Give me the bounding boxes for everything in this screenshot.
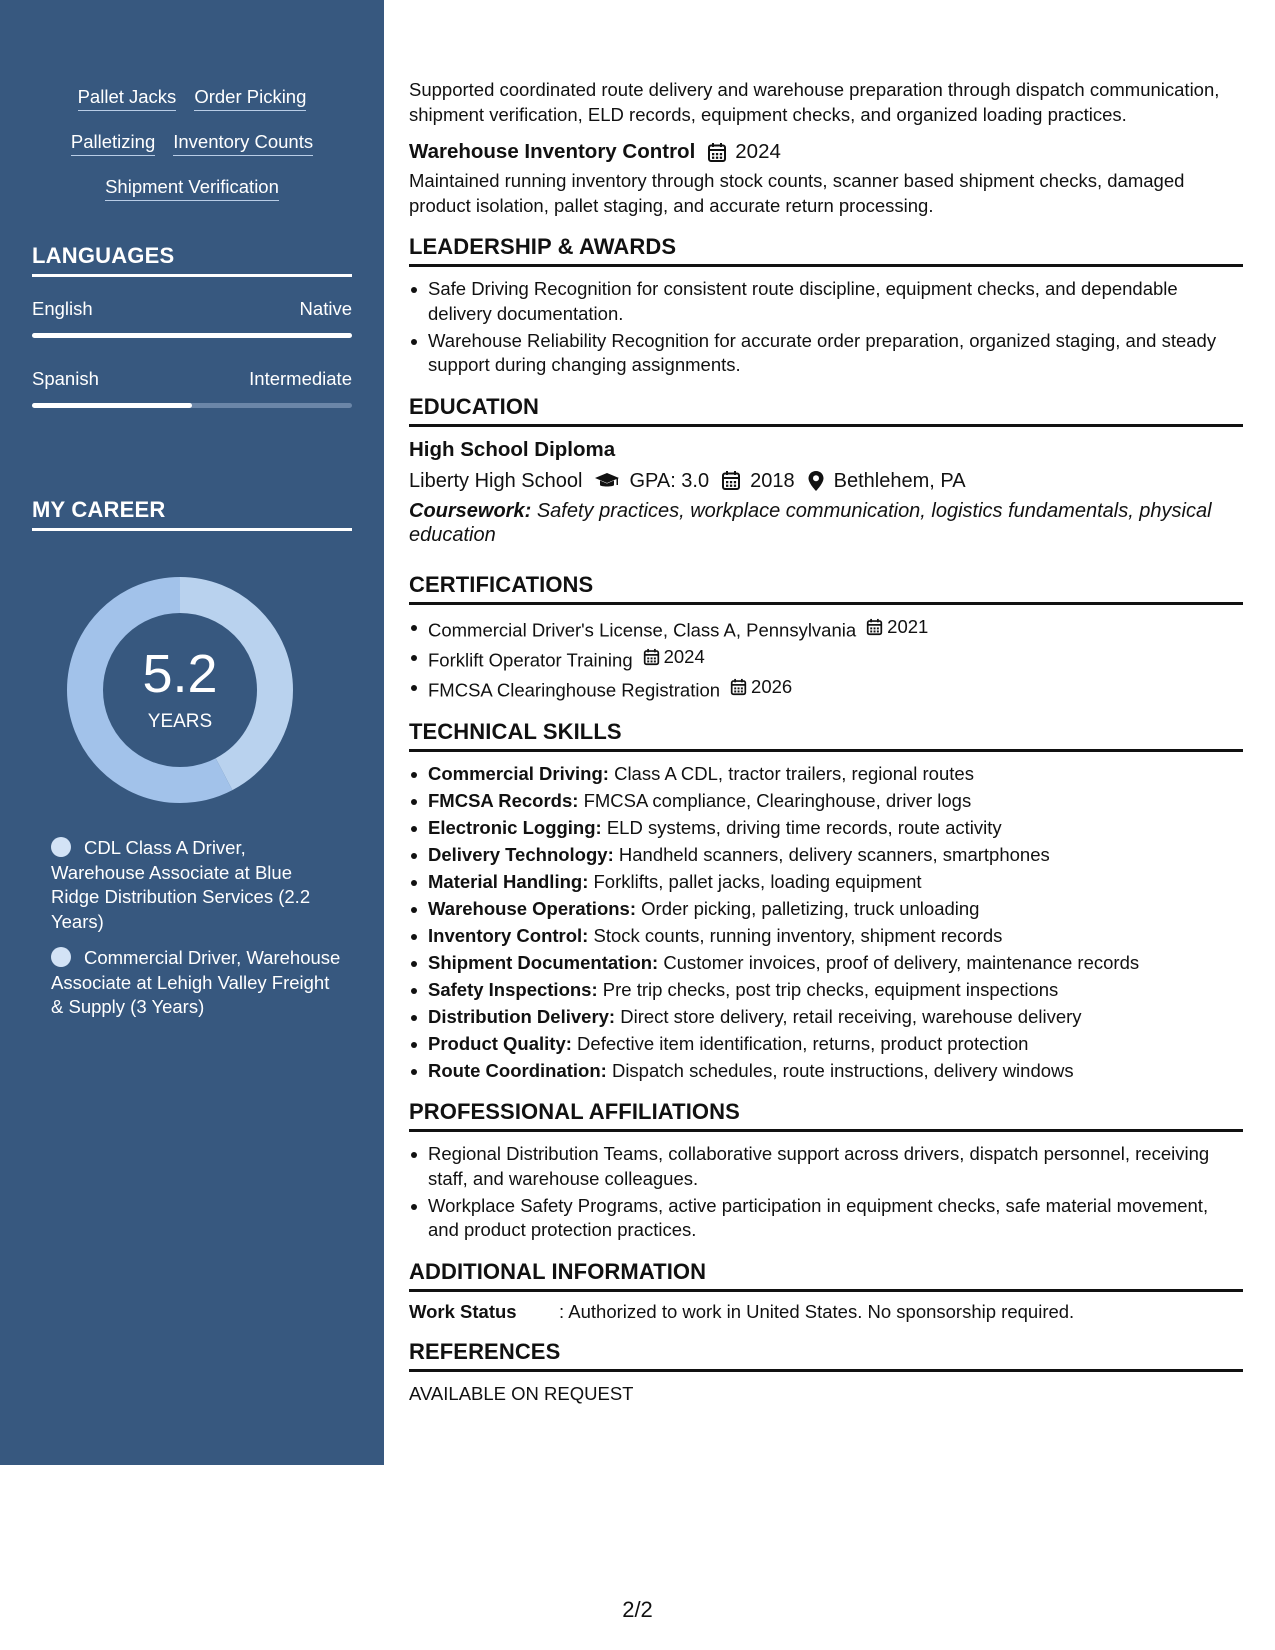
calendar-icon	[707, 142, 727, 163]
list-item	[409, 1032, 1243, 1057]
skill-tag: Inventory Counts	[173, 131, 313, 156]
language-bar-fill	[32, 403, 192, 408]
cert-year: 2026	[751, 676, 793, 697]
skill-value: Forklifts, pallet jacks, loading equipment	[593, 870, 922, 892]
cert-name: Forklift Operator Training	[428, 649, 633, 670]
skill-label: Route Coordination:	[428, 1059, 607, 1081]
list-item	[409, 870, 1243, 895]
skill-label: Shipment Documentation:	[428, 951, 659, 973]
language-bar	[32, 403, 352, 408]
main-content	[409, 78, 1243, 1406]
entry-title-text: Warehouse Inventory Control	[409, 140, 696, 163]
degree: High School Diploma	[409, 437, 616, 461]
skill-row	[0, 131, 384, 176]
skill-label: Delivery Technology:	[428, 843, 614, 865]
skill-value: Order picking, palletizing, truck unloading	[641, 897, 980, 919]
skill-label: Safety Inspections:	[428, 978, 598, 1000]
list-item	[409, 924, 1243, 949]
list-item	[409, 645, 1243, 673]
skill-label: Commercial Driving:	[428, 762, 609, 784]
career-total: 5.2	[142, 644, 218, 704]
experience-description: Supported coordinated route delivery and warehouse preparation through dispatch communication, shipment verification, ELD records, equipment checks, and organized loading practices.	[409, 79, 1220, 125]
language-level: Intermediate	[249, 368, 352, 389]
entry-date	[707, 139, 781, 165]
bullet-dot-icon	[51, 947, 71, 967]
cert-name: FMCSA Clearinghouse Registration	[428, 679, 721, 701]
list-item	[409, 951, 1243, 976]
skill-label: Product Quality:	[428, 1032, 572, 1054]
skill-label: Inventory Control:	[428, 924, 589, 946]
coursework	[409, 499, 1243, 548]
language-name: Spanish	[32, 368, 99, 389]
skill-value: Defective item identification, returns, product protection	[577, 1032, 1029, 1054]
language-level: Native	[299, 298, 352, 319]
section-heading: LEADERSHIP & AWARDS	[409, 234, 1243, 267]
education-year: 2018	[750, 469, 795, 492]
language-english	[32, 298, 352, 338]
skill-value: Direct store delivery, retail receiving, warehouse delivery	[620, 1005, 1082, 1027]
technical-skills-section	[409, 719, 1243, 1084]
calendar-icon	[721, 470, 741, 491]
skill-tag: Palletizing	[71, 131, 155, 156]
language-name: English	[32, 298, 93, 319]
skill-label: Electronic Logging:	[428, 816, 602, 838]
language-bar	[32, 333, 352, 338]
skill-value: ELD systems, driving time records, route activity	[606, 816, 1002, 838]
skill-label: FMCSA Records:	[428, 789, 579, 811]
bullet-dot-icon	[51, 837, 71, 857]
certifications-section	[409, 572, 1243, 703]
section-heading: REFERENCES	[409, 1339, 1243, 1372]
skill-row	[0, 176, 384, 221]
location: Bethlehem, PA	[833, 469, 966, 492]
cert-name: Commercial Driver's License, Class A, Pennsylvania	[428, 618, 857, 640]
section-heading: ADDITIONAL INFORMATION	[409, 1259, 1243, 1292]
entry-description: Maintained running inventory through stock counts, scanner based shipment checks, damaged product isolation, pallet staging, and accurate return processing.	[409, 170, 1185, 216]
page-number: 2/2	[622, 1597, 653, 1622]
references-text: AVAILABLE ON REQUEST	[409, 1382, 634, 1404]
skill-value: Pre trip checks, post trip checks, equipment inspections	[602, 978, 1059, 1000]
career-item	[51, 836, 341, 934]
list-item: Safe Driving Recognition for consistent route discipline, equipment checks, and dependable delivery documentation.	[409, 277, 1243, 326]
entry-title	[409, 139, 1243, 165]
career-item-text: CDL Class A Driver, Warehouse Associate at Blue Ridge Distribution Services (2.2 Years)	[51, 837, 311, 932]
skill-value: Customer invoices, proof of delivery, maintenance records	[663, 951, 1140, 973]
skill-value: FMCSA compliance, Clearinghouse, driver logs	[583, 789, 972, 811]
coursework-label: Coursework:	[409, 499, 532, 522]
work-status	[409, 1301, 1243, 1323]
entry-year: 2024	[735, 140, 781, 163]
career-list	[51, 836, 341, 1032]
language-bar-fill	[32, 333, 352, 338]
section-heading: CERTIFICATIONS	[409, 572, 1243, 605]
graduation-cap-icon	[594, 471, 620, 491]
skill-row	[0, 86, 384, 131]
calendar-icon	[730, 678, 747, 696]
skill-value: Stock counts, running inventory, shipment records	[593, 924, 1003, 946]
list-item	[409, 1059, 1243, 1084]
skill-value: Handheld scanners, delivery scanners, smartphones	[618, 843, 1050, 865]
calendar-icon	[643, 648, 660, 666]
location-pin-icon	[807, 470, 825, 492]
school: Liberty High School	[409, 469, 583, 492]
skill-label: Warehouse Operations:	[428, 897, 636, 919]
section-heading: EDUCATION	[409, 394, 1243, 427]
list-item	[409, 615, 1243, 643]
education-details	[409, 468, 1243, 494]
references-section	[409, 1339, 1243, 1407]
list-item	[409, 816, 1243, 841]
cert-year: 2021	[887, 615, 929, 637]
education-section	[409, 394, 1243, 548]
calendar-icon	[866, 618, 883, 636]
skill-label: Distribution Delivery:	[428, 1005, 616, 1027]
section-heading: PROFESSIONAL AFFILIATIONS	[409, 1099, 1243, 1132]
list-item	[409, 789, 1243, 814]
list-item	[409, 1005, 1243, 1030]
career-unit: YEARS	[147, 711, 213, 732]
list-item: Workplace Safety Programs, active participation in equipment checks, safe material movement, and product protection practices.	[409, 1194, 1243, 1243]
list-item: Regional Distribution Teams, collaborative support across drivers, dispatch personnel, receiving staff, and warehouse colleagues.	[409, 1142, 1243, 1191]
sidebar	[0, 0, 384, 1465]
affiliations-section	[409, 1099, 1243, 1243]
list-item	[409, 843, 1243, 868]
work-status-label: Work Status	[409, 1300, 517, 1322]
gpa: GPA: 3.0	[629, 469, 710, 492]
career-item	[51, 946, 341, 1020]
skill-tag: Shipment Verification	[105, 176, 279, 201]
work-status-value: : Authorized to work in United States. No sponsorship required.	[559, 1300, 1075, 1322]
skill-label: Material Handling:	[428, 870, 589, 892]
list-item	[409, 978, 1243, 1003]
skill-tag: Order Picking	[194, 86, 306, 111]
list-item: Warehouse Reliability Recognition for accurate order preparation, organized staging, and steady support during changing assignments.	[409, 329, 1243, 378]
career-item-text: Commercial Driver, Warehouse Associate at Lehigh Valley Freight & Supply (3 Years)	[51, 947, 341, 1017]
career-heading: MY CAREER	[32, 497, 352, 531]
list-item	[409, 762, 1243, 787]
list-item	[409, 897, 1243, 922]
career-donut	[67, 577, 293, 803]
leadership-section	[409, 234, 1243, 378]
skill-tags	[0, 86, 384, 221]
skill-value: Class A CDL, tractor trailers, regional routes	[614, 762, 974, 784]
additional-section	[409, 1259, 1243, 1323]
skill-value: Dispatch schedules, route instructions, delivery windows	[611, 1059, 1074, 1081]
section-heading: TECHNICAL SKILLS	[409, 719, 1243, 752]
list-item	[409, 675, 1243, 703]
skill-tag: Pallet Jacks	[78, 86, 177, 111]
cert-year: 2024	[663, 645, 705, 667]
language-spanish	[32, 368, 352, 408]
languages-heading: LANGUAGES	[32, 243, 352, 277]
coursework-text: Safety practices, workplace communication, logistics fundamentals, physical education	[409, 499, 1212, 546]
